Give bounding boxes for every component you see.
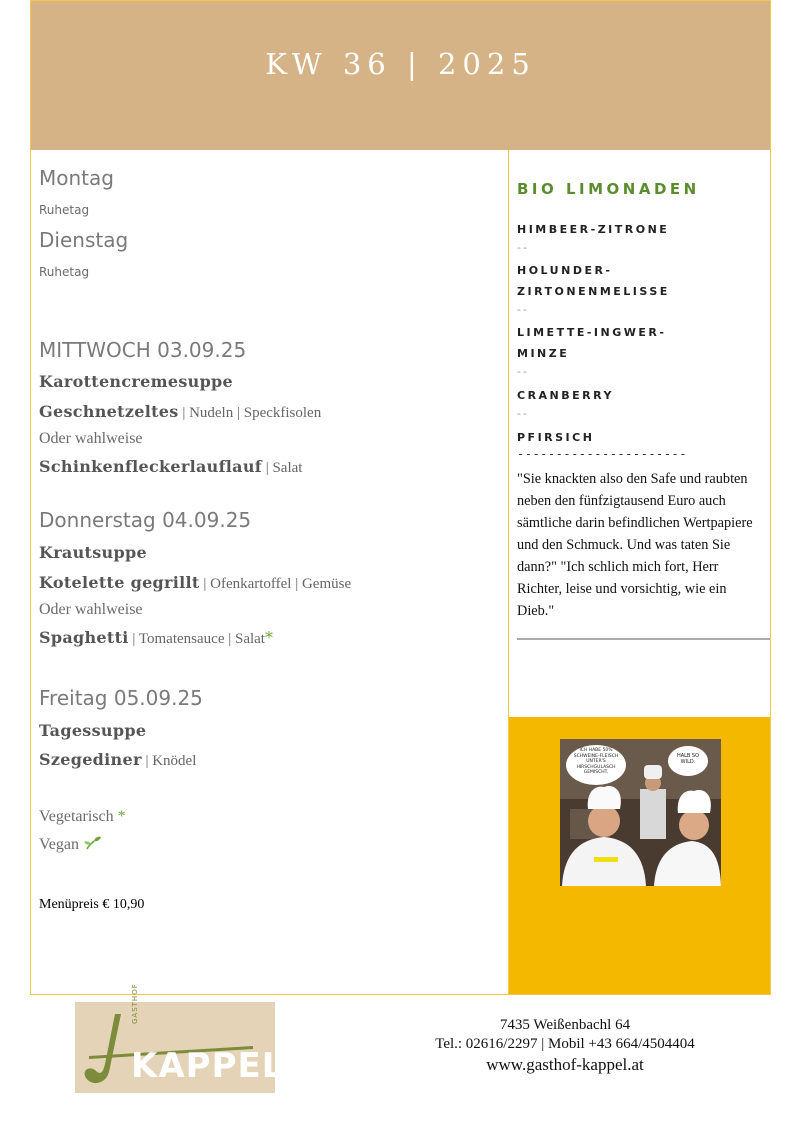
day-mittwoch: MITTWOCH 03.09.25 xyxy=(39,338,247,362)
montag-note: Ruhetag xyxy=(39,203,90,217)
quote-divider xyxy=(517,638,770,640)
footer-website[interactable]: www.gasthof-kappel.at xyxy=(486,1055,644,1074)
vegetarian-mark: * xyxy=(264,628,273,647)
week-title: KW 36 | 2025 xyxy=(265,47,536,81)
mittwoch-soup: Karottencremesuppe xyxy=(39,372,234,391)
day-donnerstag: Donnerstag 04.09.25 xyxy=(39,508,252,532)
logo-small-text: GASTHOF xyxy=(131,983,139,1024)
donnerstag-main-1: Kotelette gegrillt | Ofenkartoffel | Gemüse xyxy=(39,573,352,592)
drink-item: PFIRSICH xyxy=(517,431,595,444)
mittwoch-alt: Oder wahlweise xyxy=(39,430,143,447)
dienstag-note: Ruhetag xyxy=(39,265,90,279)
dashed-rule: ---------------------- xyxy=(517,447,687,461)
drink-separator: -- xyxy=(517,365,529,378)
drink-separator: -- xyxy=(517,241,529,254)
joke-quote: "Sie knackten also den Safe und raubten neben den fünfzigtausend Euro auch sämtliche darin befindlichen Wertpapiere und den Schmuck. Und was taten Sie dann?" "Ich schlich mich fort, Herr Richter, leise und vorsichtig, wie ein Dieb." xyxy=(517,471,753,619)
gasthof-kappel-logo xyxy=(75,983,285,1093)
footer-phone: Tel.: 02616/2297 | Mobil +43 664/4504404 xyxy=(435,1036,695,1052)
bubble-right-text: HALB SO WILD. xyxy=(676,753,700,765)
drink-item: LIMETTE-INGWER-MINZE xyxy=(517,326,667,360)
menu-price: Menüpreis € 10,90 xyxy=(39,897,145,912)
logo-big-text: KAPPEL xyxy=(131,1046,285,1086)
mittwoch-main-1: Geschnetzeltes | Nudeln | Speckfisolen xyxy=(39,402,322,421)
donnerstag-alt: Oder wahlweise xyxy=(39,601,143,618)
donnerstag-soup: Krautsuppe xyxy=(39,543,147,562)
bubble-left-text: ICH HABE 50% SCHWEINE-FLEISCH UNTER'S HIRSCHGULASCH GEMISCHT. xyxy=(573,748,619,775)
donnerstag-main-2: Spaghetti | Tomatensauce | Salat* xyxy=(39,628,273,647)
drink-item: HIMBEER-ZITRONE xyxy=(517,223,670,236)
footer-address: 7435 Weißenbachl 64 xyxy=(499,1017,631,1033)
mittwoch-main-2: Schinkenfleckerlauflauf | Salat xyxy=(39,457,303,476)
header-banner xyxy=(31,1,770,150)
drink-item: CRANBERRY xyxy=(517,389,614,402)
day-freitag: Freitag 05.09.25 xyxy=(39,686,203,710)
legend-vegan: Vegan xyxy=(39,835,103,854)
drink-item: HOLUNDER-ZIRTONENMELISSE xyxy=(517,264,670,298)
day-montag: Montag xyxy=(39,166,114,190)
freitag-main-1: Szegediner | Knödel xyxy=(39,750,197,769)
day-dienstag: Dienstag xyxy=(39,228,129,252)
drink-separator: -- xyxy=(517,303,529,316)
freitag-soup: Tagessuppe xyxy=(39,721,147,740)
sprout-icon xyxy=(83,835,103,851)
drinks-title: BIO LIMONADEN xyxy=(517,180,700,198)
cartoon-panel xyxy=(509,717,770,994)
drink-separator: -- xyxy=(517,407,529,420)
legend-vegetarian: Vegetarisch * xyxy=(39,808,126,825)
chefs-photo xyxy=(560,739,721,886)
